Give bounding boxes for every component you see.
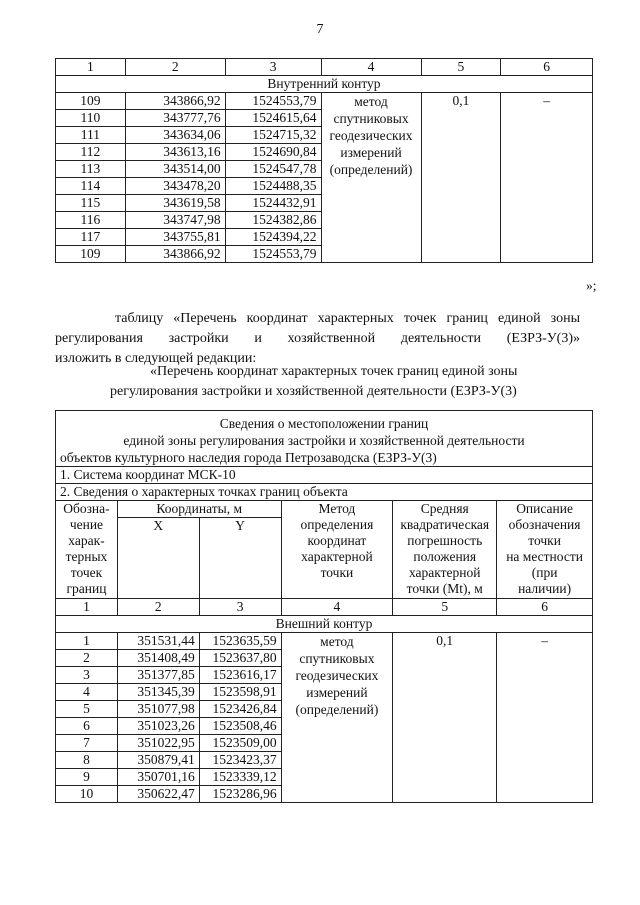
coord-y: 1523423,37 — [199, 752, 281, 769]
section-label: Внешний контур — [56, 616, 593, 633]
coord-y: 1523598,91 — [199, 684, 281, 701]
method-line: измерений — [306, 685, 368, 700]
header-line: Обозна- — [63, 501, 110, 516]
header-coordinates: Координаты, м — [117, 501, 281, 518]
method-line: геодезических — [295, 668, 379, 683]
coord-y: 1524553,79 — [225, 246, 321, 263]
method-line: (определений) — [295, 702, 379, 717]
coord-system: 1. Система координат МСК-10 — [56, 467, 593, 484]
header-line: терных — [65, 549, 108, 564]
paragraph-line: «Перечень координат характерных точек границ единой зоны — [150, 364, 518, 379]
header-description — [497, 501, 593, 599]
point-number: 116 — [56, 212, 126, 229]
header-line: точек — [70, 565, 103, 580]
coord-y: 1524382,86 — [225, 212, 321, 229]
col-number: 1 — [56, 59, 126, 76]
outer-contour-table — [55, 410, 593, 803]
points-info-row — [56, 484, 593, 501]
title-line: объектов культурного наследия города Петрозаводска (ЕЗРЗ-У(3) — [60, 450, 437, 465]
col-number: 2 — [117, 599, 199, 616]
coord-x: 351531,44 — [117, 633, 199, 650]
coord-y: 1523635,59 — [199, 633, 281, 650]
header-accuracy — [393, 501, 497, 599]
coord-y: 1523508,46 — [199, 718, 281, 735]
point-number: 109 — [56, 93, 126, 110]
paragraph-line: регулирования застройки и хозяйственной деятельности (ЕЗРЗ-У(3) — [110, 384, 517, 399]
point-number: 3 — [56, 667, 118, 684]
method-line: спутниковых — [333, 111, 409, 126]
col-number: 3 — [199, 599, 281, 616]
coord-x: 343514,00 — [125, 161, 225, 178]
header-line: границ — [66, 581, 107, 596]
point-number: 7 — [56, 735, 118, 752]
header-line: Средняя — [420, 501, 469, 516]
coord-y: 1523426,84 — [199, 701, 281, 718]
point-number: 114 — [56, 178, 126, 195]
point-number: 113 — [56, 161, 126, 178]
coord-x: 343777,76 — [125, 110, 225, 127]
coord-y: 1523509,00 — [199, 735, 281, 752]
col-number: 5 — [393, 599, 497, 616]
table-title-row — [56, 411, 593, 467]
coord-x: 351377,85 — [117, 667, 199, 684]
paragraph-line: регулирования застройки и хозяйственной деятельности (ЕЗРЗ-У(3)» — [55, 331, 580, 346]
coord-y: 1523339,12 — [199, 769, 281, 786]
col-number: 3 — [225, 59, 321, 76]
coord-x: 351077,98 — [117, 701, 199, 718]
coord-y: 1523616,17 — [199, 667, 281, 684]
point-number: 10 — [56, 786, 118, 803]
method-line: (определений) — [329, 162, 413, 177]
coord-y: 1524488,35 — [225, 178, 321, 195]
header-line: квадратическая — [400, 517, 490, 532]
method-cell — [281, 633, 393, 803]
coord-x: 350701,16 — [117, 769, 199, 786]
column-number-row — [56, 599, 593, 616]
coord-x: 351345,39 — [117, 684, 199, 701]
point-number: 2 — [56, 650, 118, 667]
coord-y: 1524547,78 — [225, 161, 321, 178]
header-line: чение — [69, 517, 104, 532]
col-number: 2 — [125, 59, 225, 76]
col-number: 4 — [321, 59, 421, 76]
coord-y: 1524615,64 — [225, 110, 321, 127]
coord-system-row — [56, 467, 593, 484]
coord-x: 343613,16 — [125, 144, 225, 161]
coord-y: 1524432,91 — [225, 195, 321, 212]
coord-y: 1523637,80 — [199, 650, 281, 667]
table-row — [56, 93, 593, 110]
table-heading-paragraph — [55, 362, 580, 402]
coord-x: 343634,06 — [125, 127, 225, 144]
point-number: 110 — [56, 110, 126, 127]
coord-x: 343747,98 — [125, 212, 225, 229]
instruction-paragraph — [55, 309, 580, 369]
description-cell: – — [497, 633, 593, 803]
point-number: 6 — [56, 718, 118, 735]
col-number: 6 — [501, 59, 593, 76]
header-x: X — [117, 518, 199, 599]
coord-x: 343619,58 — [125, 195, 225, 212]
coord-x: 343755,81 — [125, 229, 225, 246]
point-number: 1 — [56, 633, 118, 650]
coord-x: 350622,47 — [117, 786, 199, 803]
points-info: 2. Сведения о характерных точках границ объекта — [56, 484, 593, 501]
method-line: метод — [354, 94, 388, 109]
col-number: 1 — [56, 599, 118, 616]
header-method — [281, 501, 393, 599]
header-line: на местности — [506, 549, 583, 564]
header-designation — [56, 501, 118, 599]
col-number: 6 — [497, 599, 593, 616]
point-number: 5 — [56, 701, 118, 718]
coord-x: 343866,92 — [125, 246, 225, 263]
header-row — [56, 501, 593, 518]
paragraph-line: изложить в следующей редакции: — [55, 351, 257, 366]
header-line: характерной — [301, 549, 373, 564]
title-line: Сведения о местоположении границ — [219, 416, 429, 431]
page-number: 7 — [316, 22, 324, 37]
header-line: точки — [528, 533, 561, 548]
coord-y: 1524715,32 — [225, 127, 321, 144]
point-number: 9 — [56, 769, 118, 786]
coord-y: 1523286,96 — [199, 786, 281, 803]
inner-contour-table — [55, 58, 593, 263]
accuracy-cell: 0,1 — [393, 633, 497, 803]
coord-x: 351023,26 — [117, 718, 199, 735]
description-cell: – — [501, 93, 593, 263]
header-line: точки (Mt), м — [406, 581, 483, 596]
coord-x: 350879,41 — [117, 752, 199, 769]
header-line: (при — [531, 565, 558, 580]
method-line: спутниковых — [299, 651, 375, 666]
point-number: 8 — [56, 752, 118, 769]
method-cell — [321, 93, 421, 263]
header-y: Y — [199, 518, 281, 599]
header-line: Метод — [318, 501, 356, 516]
point-number: 4 — [56, 684, 118, 701]
header-line: обозначения — [508, 517, 581, 532]
table-row — [56, 633, 593, 650]
point-number: 109 — [56, 246, 126, 263]
coord-y: 1524690,84 — [225, 144, 321, 161]
section-label: Внутренний контур — [56, 76, 593, 93]
method-line: измерений — [340, 145, 402, 160]
point-number: 111 — [56, 127, 126, 144]
header-line: точки — [320, 565, 354, 580]
header-line: определения — [300, 517, 374, 532]
header-line: положения — [413, 549, 477, 564]
coord-x: 343866,92 — [125, 93, 225, 110]
coord-x: 351022,95 — [117, 735, 199, 752]
header-line: координат — [307, 533, 367, 548]
col-number: 4 — [281, 599, 393, 616]
title-line: единой зоны регулирования застройки и хозяйственной деятельности — [123, 433, 525, 448]
header-line: характерной — [408, 565, 481, 580]
header-line: харак- — [68, 533, 105, 548]
method-line: метод — [320, 634, 354, 649]
section-row — [56, 76, 593, 93]
method-line: геодезических — [329, 128, 413, 143]
col-number: 5 — [421, 59, 501, 76]
accuracy-cell: 0,1 — [421, 93, 501, 263]
point-number: 115 — [56, 195, 126, 212]
point-number: 112 — [56, 144, 126, 161]
closing-quote: »; — [586, 278, 597, 293]
coord-y: 1524394,22 — [225, 229, 321, 246]
coord-x: 343478,20 — [125, 178, 225, 195]
coord-y: 1524553,79 — [225, 93, 321, 110]
paragraph-line: таблицу «Перечень координат характерных точек границ единой зоны — [115, 311, 580, 326]
point-number: 117 — [56, 229, 126, 246]
column-number-row — [56, 59, 593, 76]
section-row — [56, 616, 593, 633]
header-line: наличии) — [518, 581, 572, 596]
table-title — [56, 411, 593, 467]
header-line: Описание — [516, 501, 573, 516]
coord-x: 351408,49 — [117, 650, 199, 667]
header-line: погрешность — [407, 533, 483, 548]
